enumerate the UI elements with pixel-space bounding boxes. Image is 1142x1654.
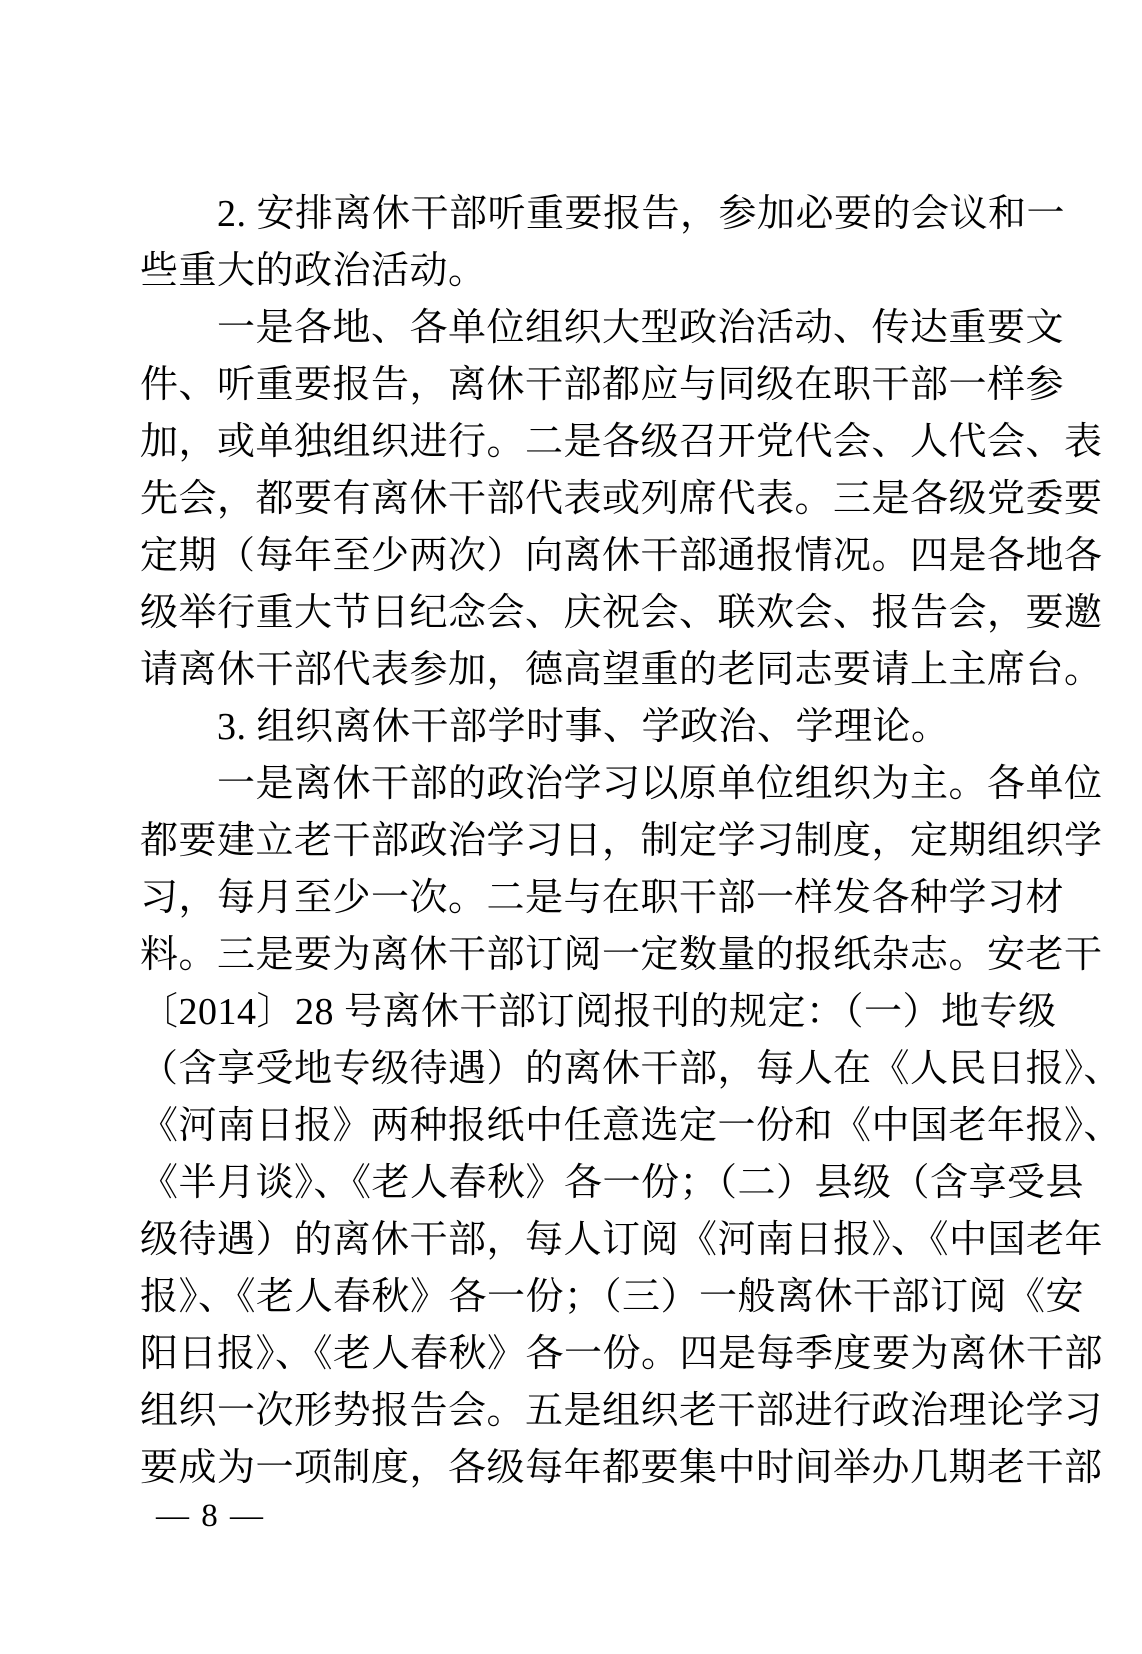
- text-line-18: 《半月谈》、《老人春秋》各一份；（二）县级（含享受县: [140, 1162, 1085, 1204]
- text-line-14: 料。三是要为离休干部订阅一定数量的报纸杂志。安老干: [140, 934, 1103, 976]
- text-line-4: 件、听重要报告，离休干部都应与同级在职干部一样参: [140, 364, 1065, 406]
- text-line-11: 一是离休干部的政治学习以原单位组织为主。各单位: [140, 763, 1103, 805]
- text-line-1: 2. 安排离休干部听重要报告，参加必要的会议和一: [140, 193, 1066, 235]
- text-line-6: 先会，都要有离休干部代表或列席代表。三是各级党委要: [140, 478, 1103, 520]
- text-line-13: 习，每月至少一次。二是与在职干部一样发各种学习材: [140, 877, 1065, 919]
- text-line-5: 加，或单独组织进行。二是各级召开党代会、人代会、表: [140, 421, 1103, 463]
- text-line-2: 些重大的政治活动。: [140, 250, 487, 292]
- text-line-16: （含享受地专级待遇）的离休干部，每人在《人民日报》、: [140, 1048, 1123, 1090]
- text-line-19: 级待遇）的离休干部，每人订阅《河南日报》、《中国老年: [140, 1219, 1104, 1261]
- text-line-20: 报》、《老人春秋》各一份；（三）一般离休干部订阅《安: [140, 1276, 1085, 1318]
- text-line-12: 都要建立老干部政治学习日，制定学习制度，定期组织学: [140, 820, 1103, 862]
- text-line-7: 定期（每年至少两次）向离休干部通报情况。四是各地各: [140, 535, 1103, 577]
- text-line-22: 组织一次形势报告会。五是组织老干部进行政治理论学习: [140, 1390, 1103, 1432]
- text-line-3: 一是各地、各单位组织大型政治活动、传达重要文: [140, 307, 1065, 349]
- text-line-23: 要成为一项制度，各级每年都要集中时间举办几期老干部: [140, 1447, 1103, 1489]
- document-body: [140, 186, 1123, 1497]
- text-line-21: 阳日报》、《老人春秋》各一份。四是每季度要为离休干部: [140, 1333, 1104, 1375]
- text-line-15: 〔2014〕28 号离休干部订阅报刊的规定：（一）地专级: [140, 991, 1057, 1033]
- text-line-8: 级举行重大节日纪念会、庆祝会、联欢会、报告会，要邀: [140, 592, 1103, 634]
- page-number: — 8 —: [156, 1498, 265, 1534]
- text-line-9: 请离休干部代表参加，德高望重的老同志要请上主席台。: [140, 649, 1103, 691]
- text-line-10: 3. 组织离休干部学时事、学政治、学理论。: [140, 706, 950, 748]
- text-line-17: 《河南日报》两种报纸中任意选定一份和《中国老年报》、: [140, 1105, 1123, 1147]
